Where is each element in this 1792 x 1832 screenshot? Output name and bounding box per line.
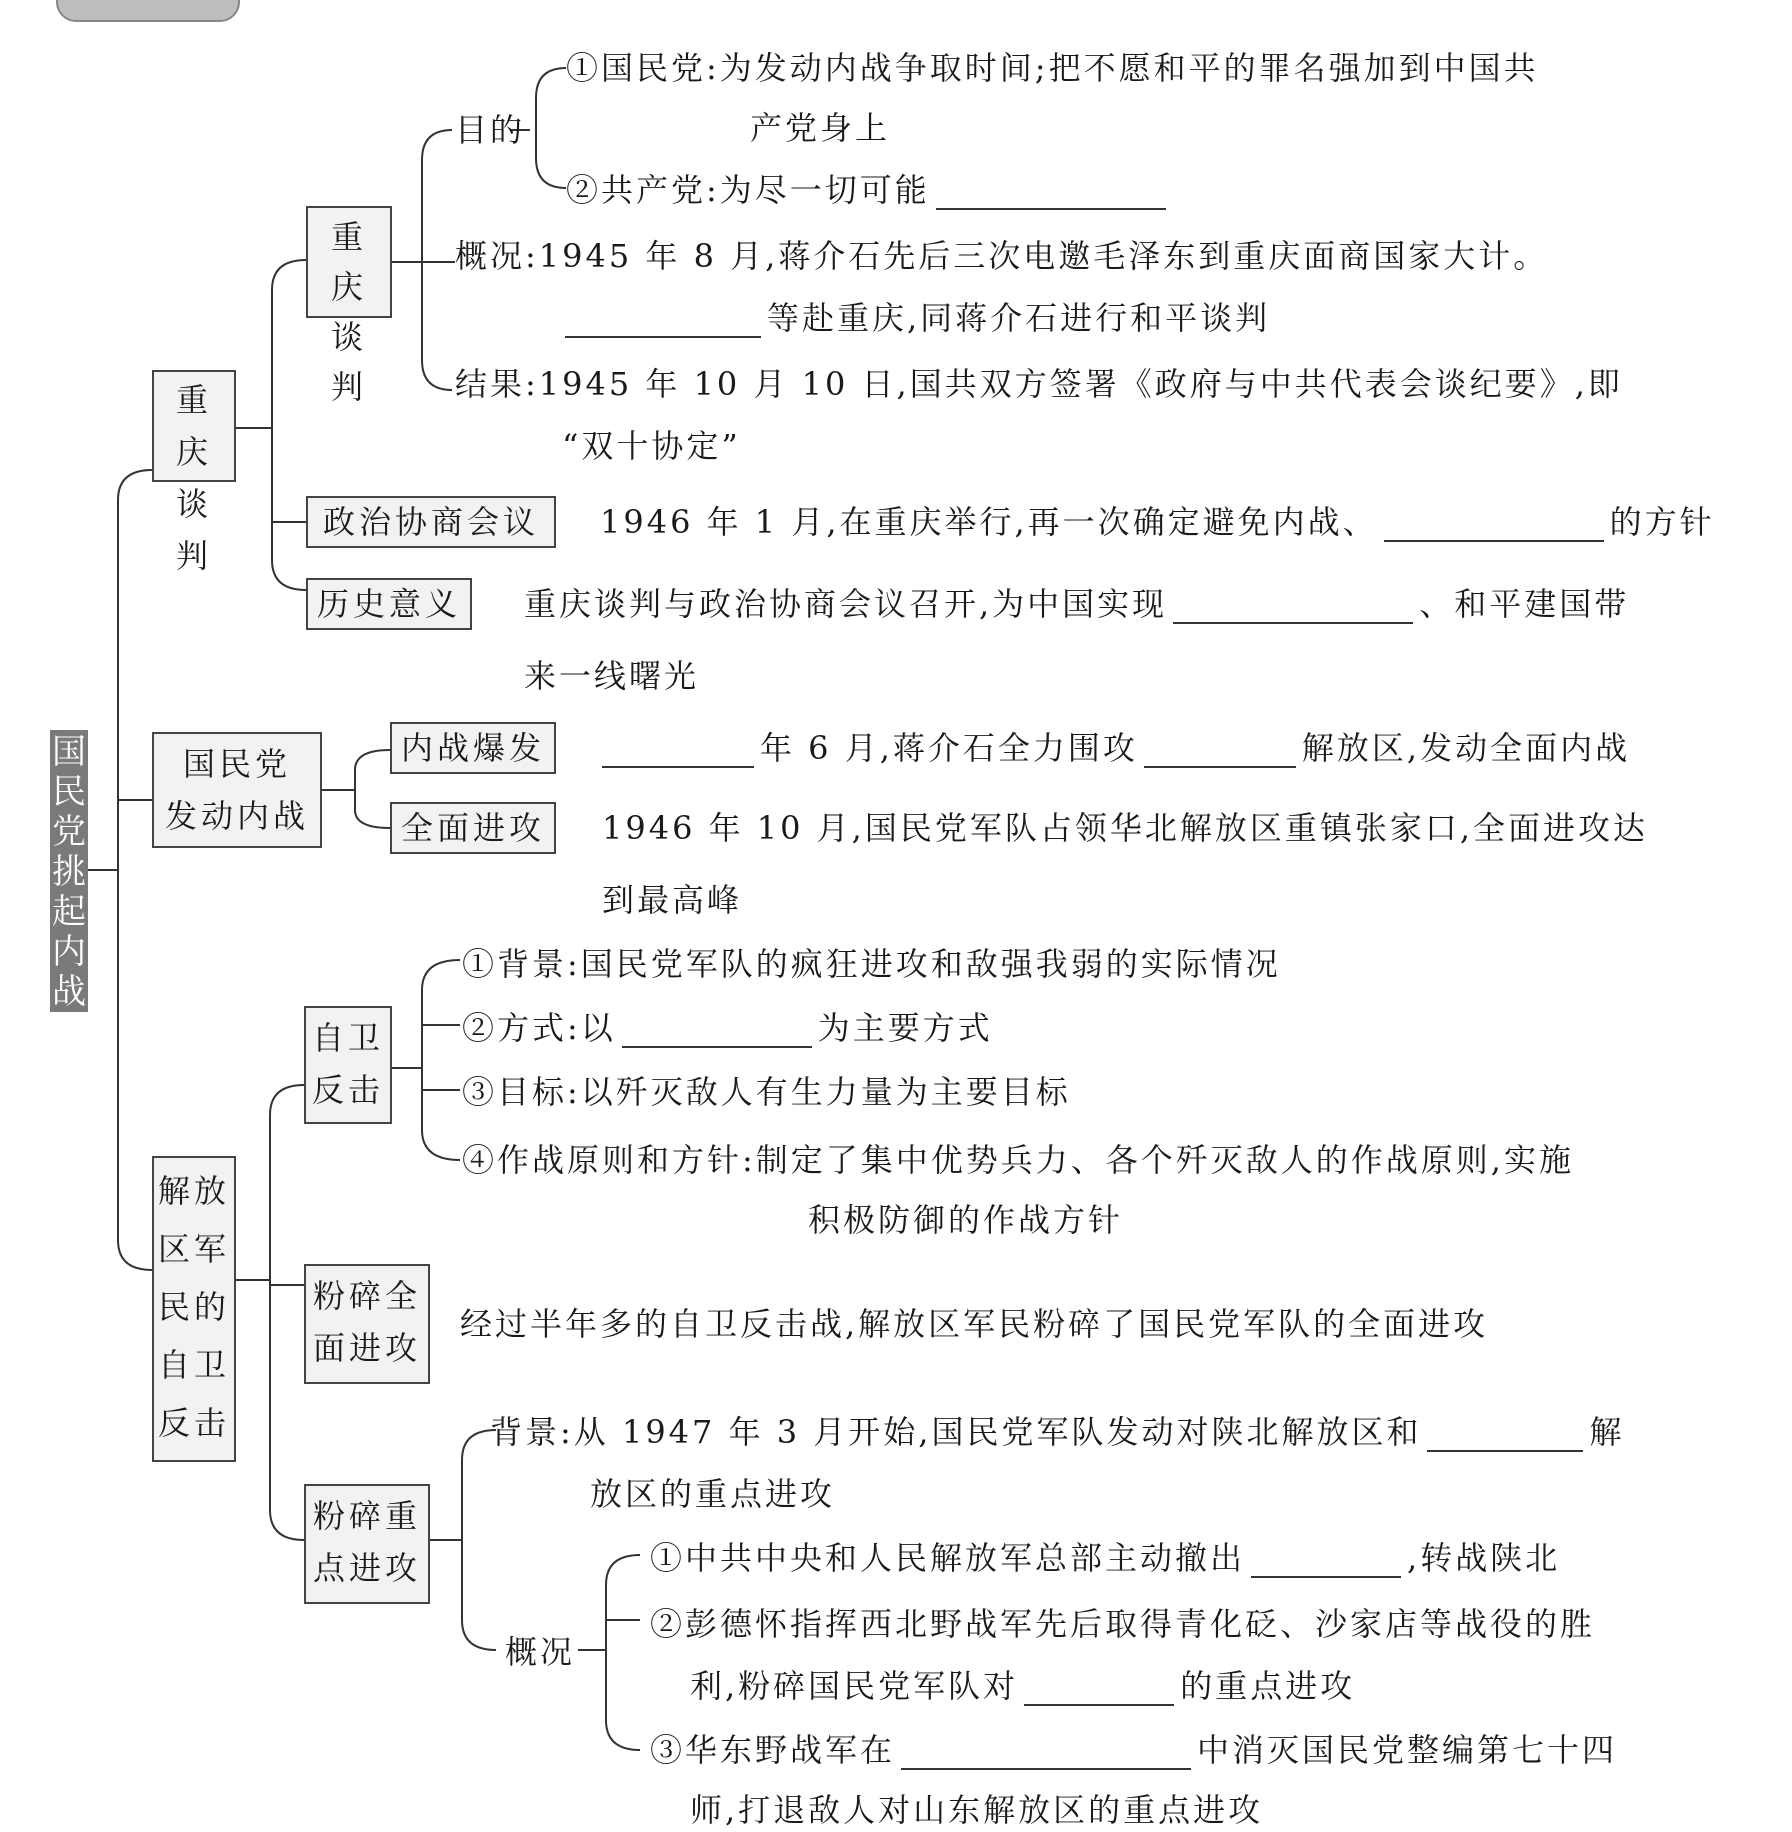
root-title-char: 民 xyxy=(52,772,86,812)
defense-background: ①背景:国民党军队的疯狂进攻和敌强我弱的实际情况 xyxy=(462,945,1281,983)
fill-blank[interactable] xyxy=(1251,1546,1401,1578)
pcc-text-a: 1946 年 1 月,在重庆举行,再一次确定避免内战、 xyxy=(600,503,1378,541)
node-kmt-war: 国民党 发动内战 xyxy=(152,732,322,848)
node-full-offensive: 全面进攻 xyxy=(390,802,556,854)
fill-blank[interactable] xyxy=(622,1016,812,1048)
outbreak-text xyxy=(602,728,1630,768)
overview-text: 概况:1945 年 8 月,蒋介石先后三次电邀毛泽东到重庆面商国家大计。 xyxy=(455,237,1549,275)
defense-principle: ④作战原则和方针:制定了集中优势兵力、各个歼灭敌人的作战原则,实施 xyxy=(462,1141,1574,1179)
node-label-line: 区军 xyxy=(158,1230,231,1268)
overview-item-2: ②彭德怀指挥西北野战军先后取得青化砭、沙家店等战役的胜 xyxy=(650,1605,1596,1643)
node-label-line: 反击 xyxy=(158,1404,231,1442)
pcc-text-b: 的方针 xyxy=(1609,503,1715,541)
ov2-text-b: 利,粉碎国民党军队对 xyxy=(690,1667,1019,1705)
label-overview: 概况 xyxy=(505,1633,576,1671)
node-self-defense-counterattack xyxy=(152,1156,236,1462)
ov3-text-b: 中消灭国民党整编第七十四 xyxy=(1197,1731,1618,1769)
purpose-item-1-cont: 产党身上 xyxy=(750,109,891,147)
node-label-line: 解放 xyxy=(158,1172,231,1210)
node-label-line: 自卫 xyxy=(158,1346,231,1384)
overview-item-1 xyxy=(650,1538,1560,1578)
node-significance: 历史意义 xyxy=(306,578,472,630)
label-purpose: 目的 xyxy=(455,111,526,149)
offensive-text: 1946 年 10 月,国民党军队占领华北解放区重镇张家口,全面进攻达 xyxy=(602,809,1649,847)
overview-item-3-cont: 师,打退敌人对山东解放区的重点进攻 xyxy=(690,1791,1264,1829)
fill-blank[interactable] xyxy=(1024,1674,1174,1706)
purpose-item-1: ①国民党:为发动内战争取时间;把不愿和平的罪名强加到中国共 xyxy=(566,49,1539,87)
overview-item-2-cont xyxy=(690,1666,1355,1706)
ov1-text-a: ①中共中央和人民解放军总部主动撤出 xyxy=(650,1539,1246,1577)
root-title-char: 内 xyxy=(52,932,86,972)
overview-text-b: 等赴重庆,同蒋介石进行和平谈判 xyxy=(767,299,1271,337)
purpose-item-2 xyxy=(566,170,1172,210)
key-background-cont: 放区的重点进攻 xyxy=(590,1475,836,1513)
fill-blank[interactable] xyxy=(565,306,761,338)
node-chongqing-talks: 重庆 谈判 xyxy=(152,370,236,482)
key-bg-text-b: 解 xyxy=(1589,1413,1625,1451)
node-crush-full-offensive: 粉碎全 面进攻 xyxy=(304,1264,430,1384)
overview-text-cont xyxy=(565,298,1270,338)
node-talks: 重庆 谈判 xyxy=(306,206,392,318)
outbreak-text-b: 解放区,发动全面内战 xyxy=(1301,729,1631,767)
method-text-a: ②方式:以 xyxy=(462,1009,616,1047)
fill-blank[interactable] xyxy=(1384,510,1604,542)
fill-blank[interactable] xyxy=(936,178,1166,210)
root-title-char: 党 xyxy=(52,812,86,852)
ov1-text-b: ,转战陕北 xyxy=(1407,1539,1561,1577)
node-pcc: 政治协商会议 xyxy=(306,496,556,548)
defense-goal: ③目标:以歼灭敌人有生力量为主要目标 xyxy=(462,1073,1071,1111)
fill-blank[interactable] xyxy=(1144,736,1296,768)
root-title-char: 挑 xyxy=(52,852,86,892)
fill-blank[interactable] xyxy=(1173,592,1413,624)
sig-text-a: 重庆谈判与政治协商会议召开,为中国实现 xyxy=(524,585,1168,623)
root-title-box xyxy=(50,730,88,1012)
offensive-text-cont: 到最高峰 xyxy=(602,881,743,919)
fill-blank[interactable] xyxy=(901,1738,1191,1770)
result-text-cont: “双十协定” xyxy=(562,427,741,465)
significance-text xyxy=(524,584,1629,624)
sig-text-b: 、和平建国带 xyxy=(1419,585,1630,623)
purpose-item-2-text: ②共产党:为尽一切可能 xyxy=(566,171,930,209)
root-title-char: 国 xyxy=(52,732,86,772)
method-text-b: 为主要方式 xyxy=(817,1009,993,1047)
key-background xyxy=(490,1412,1624,1452)
fill-blank[interactable] xyxy=(1427,1420,1583,1452)
overview-item-3 xyxy=(650,1730,1617,1770)
pcc-text xyxy=(600,502,1715,542)
ov2-text-c: 的重点进攻 xyxy=(1180,1667,1356,1705)
root-title-char: 战 xyxy=(52,972,86,1012)
key-bg-text-a: 背景:从 1947 年 3 月开始,国民党军队发动对陕北解放区和 xyxy=(490,1413,1422,1451)
ov3-text-a: ③华东野战军在 xyxy=(650,1731,896,1769)
node-crush-key-offensive: 粉碎重 点进攻 xyxy=(304,1484,430,1604)
defense-principle-cont: 积极防御的作战方针 xyxy=(808,1201,1124,1239)
outbreak-text-a: 年 6 月,蒋介石全力围攻 xyxy=(760,729,1138,767)
node-label-line: 民的 xyxy=(158,1288,231,1326)
node-outbreak: 内战爆发 xyxy=(390,722,556,774)
crush-full-text: 经过半年多的自卫反击战,解放区军民粉碎了国民党军队的全面进攻 xyxy=(460,1305,1489,1343)
node-self-defense: 自卫 反击 xyxy=(304,1006,392,1124)
result-text: 结果:1945 年 10 月 10 日,国共双方签署《政府与中共代表会谈纪要》,即 xyxy=(455,365,1623,403)
significance-text-cont: 来一线曙光 xyxy=(524,657,700,695)
root-title-char: 起 xyxy=(52,892,86,932)
defense-method xyxy=(462,1008,993,1048)
fill-blank[interactable] xyxy=(602,736,754,768)
